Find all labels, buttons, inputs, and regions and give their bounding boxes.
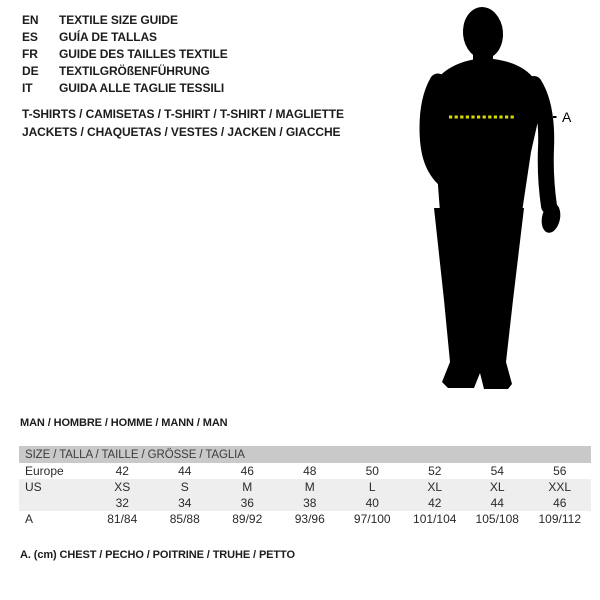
table-row-europe [19,463,591,479]
language-row-fr [22,46,228,63]
size-cell: L [368,480,376,494]
language-title: GUIDA ALLE TAGLIE TESSILI [59,81,225,95]
language-title: TEXTILE SIZE GUIDE [59,13,178,27]
category-lines [22,105,344,141]
category-tshirts: T-SHIRTS / CAMISETAS / T-SHIRT / T-SHIRT / MAGLIETTE [22,107,344,121]
size-cell: 89/92 [232,512,263,526]
size-cell: 34 [178,496,192,510]
language-code: ES [22,30,38,44]
size-cell: 52 [428,464,442,478]
language-row-es [22,29,228,46]
language-row-en [22,12,228,29]
row-label: Europe [25,464,64,478]
size-cell: 42 [115,464,129,478]
man-silhouette-icon [388,0,600,400]
language-row-it [22,80,228,97]
size-cell: 38 [303,496,317,510]
size-cell: 42 [428,496,442,510]
gender-heading: MAN / HOMBRE / HOMME / MANN / MAN [20,417,228,429]
size-cell: 54 [490,464,504,478]
size-cell: 36 [240,496,254,510]
language-list [22,12,228,97]
size-cell: 81/84 [107,512,138,526]
size-cell: 32 [115,496,129,510]
size-cell: S [180,480,189,494]
category-jackets: JACKETS / CHAQUETAS / VESTES / JACKEN / GIACCHE [22,125,341,139]
language-code: IT [22,81,33,95]
size-cell: M [242,480,253,494]
language-title: GUIDE DES TAILLES TEXTILE [59,47,228,61]
row-label: US [25,480,42,494]
size-cell: 46 [240,464,254,478]
table-row-chest [19,511,591,527]
size-cell: 93/96 [294,512,325,526]
size-table-header: SIZE / TALLA / TAILLE / GRÖSSE / TAGLIA [19,446,591,463]
size-cell: 56 [553,464,567,478]
measurement-note: A. (cm) CHEST / PECHO / POITRINE / TRUHE / PETTO [20,549,295,561]
size-cell: M [304,480,315,494]
language-code: EN [22,13,39,27]
measure-label-a: A [562,109,572,125]
size-cell: 44 [490,496,504,510]
language-title: GUÍA DE TALLAS [59,30,157,44]
size-cell: 97/100 [353,512,391,526]
row-label: A [25,512,34,526]
row-label [19,495,91,511]
size-cell: 48 [303,464,317,478]
language-title: TEXTILGRÖßENFÜHRUNG [59,64,210,78]
size-cell: XL [489,480,505,494]
size-cell: XL [427,480,443,494]
language-code: DE [22,64,39,78]
size-table [19,446,591,527]
language-row-de [22,63,228,80]
size-cell: 40 [365,496,379,510]
size-cell: XXL [548,480,572,494]
size-cell: 109/112 [538,512,581,526]
size-cell: 85/88 [169,512,200,526]
size-cell: 44 [178,464,192,478]
table-row-numeric [19,495,591,511]
size-cell: 50 [365,464,379,478]
size-cell: 101/104 [413,512,457,526]
size-table-header-row [19,446,591,463]
size-cell: 46 [553,496,567,510]
man-silhouette-figure [388,0,600,400]
language-code: FR [22,47,38,61]
size-cell: XS [114,480,131,494]
size-cell: 105/108 [475,512,519,526]
table-row-us [19,479,591,495]
